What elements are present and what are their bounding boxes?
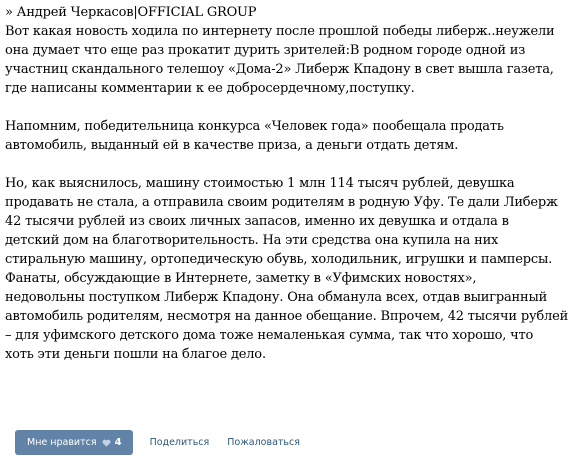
paragraph-2 xyxy=(5,117,570,155)
text-line: недовольны поступком Либерж Кпадону. Она обманула всех, отдав выигранный xyxy=(5,290,548,305)
text-line: где написаны комментарии к ее добросердечному,поступку. xyxy=(5,81,415,96)
paragraph-gap xyxy=(5,155,570,174)
text-line: – для уфимского детского дома тоже немаленькая сумма, так что хорошо, что xyxy=(5,328,534,343)
text-line: стиральную машину, ортопедическую обувь, холодильник, игрушки и памперсы. xyxy=(5,252,553,267)
paragraph-1 xyxy=(5,22,570,98)
paragraph-3 xyxy=(5,174,570,364)
paragraph-gap xyxy=(5,98,570,117)
report-link[interactable]: Пожаловаться xyxy=(227,437,300,448)
text-line: Напомним, победительница конкурса «Человек года» пообещала продать xyxy=(5,119,504,134)
text-line: детский дом на благотворительность. На эти средства она купила на них xyxy=(5,233,499,248)
share-link[interactable]: Поделиться xyxy=(149,437,210,448)
post-body xyxy=(5,3,570,364)
heart-icon xyxy=(102,439,111,447)
text-line: Фанаты, обсуждающие в Интернете, заметку в «Уфимских новостях», xyxy=(5,271,477,286)
post-header: » Андрей Черкасов|OFFICIAL GROUP xyxy=(5,5,257,20)
text-line: 42 тысячи рублей из своих личных запасов, именно их девушка и отдала в xyxy=(5,214,509,229)
like-button[interactable] xyxy=(15,430,133,455)
text-line: участниц скандального телешоу «Дома-2» Либерж Кпадону в свет вышла газета, xyxy=(5,62,554,77)
text-line: автомобиль, выданный ей в качестве приза, а деньги отдать детям. xyxy=(5,138,459,153)
post-actions xyxy=(15,430,300,455)
like-label: Мне нравится xyxy=(27,437,97,448)
text-line: автомобиль родителям, несмотря на данное обещание. Впрочем, 42 тысячи рублей xyxy=(5,309,569,324)
text-line: хоть эти деньги пошли на благое дело. xyxy=(5,347,266,362)
like-count: 4 xyxy=(114,437,122,448)
text-line: продавать не стала, а отправила своим родителям в родную Уфу. Те дали Либерж xyxy=(5,195,558,210)
text-line: она думает что еще раз прокатит дурить зрителей:В родном городе одной из xyxy=(5,43,526,58)
text-line: Но, как выяснилось, машину стоимостью 1 млн 114 тысяч рублей, девушка xyxy=(5,176,515,191)
text-line: Вот какая новость ходила по интернету после прошлой победы либерж..неужели xyxy=(5,24,555,39)
